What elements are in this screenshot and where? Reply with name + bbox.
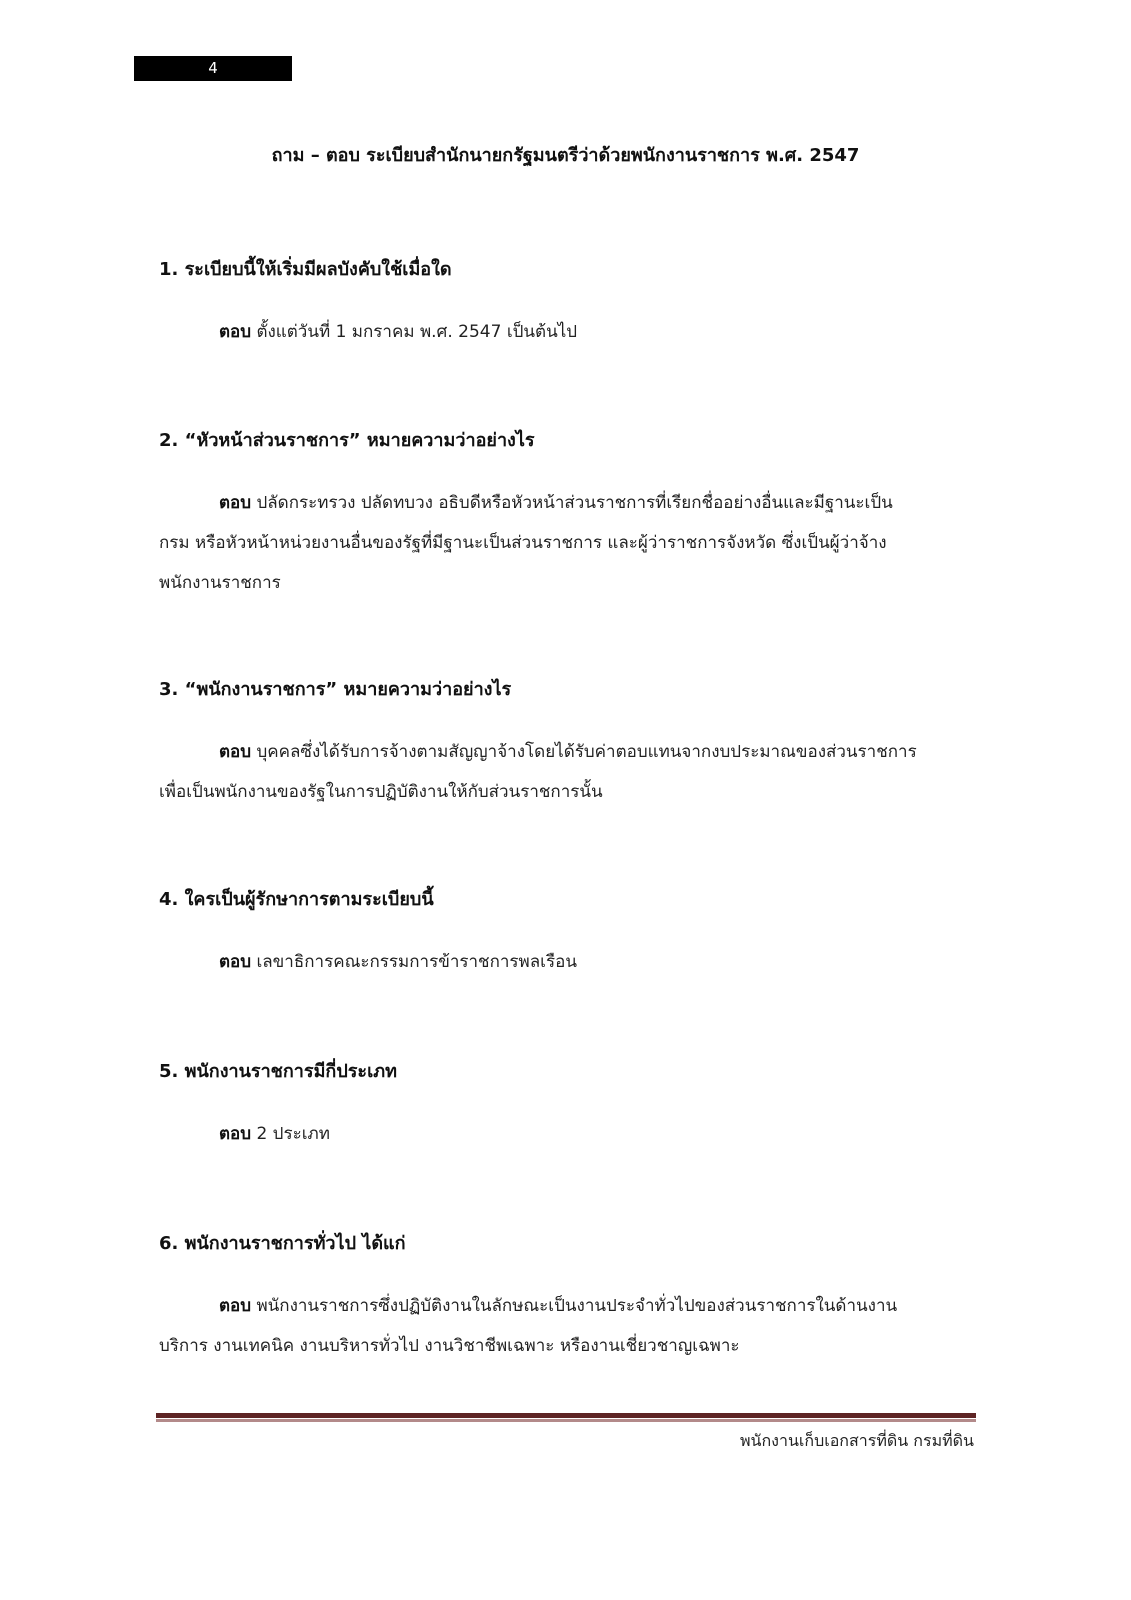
- answer-line: พนักงานราชการ: [159, 573, 281, 593]
- question: 5. พนักงานราชการมีกี่ประเภท: [159, 1061, 397, 1082]
- answer-label: ตอบ: [219, 952, 252, 972]
- question: 2. “หัวหน้าส่วนราชการ” หมายความว่าอย่างไร: [159, 430, 535, 451]
- answer-label: ตอบ: [219, 742, 252, 762]
- page-number: 4: [208, 59, 218, 77]
- qa-item-4: [159, 886, 979, 982]
- qa-item-1: [159, 256, 979, 352]
- answer-label: ตอบ: [219, 1296, 252, 1316]
- answer-line: ตอบ ปลัดกระทรวง ปลัดทบวง อธิบดีหรือหัวหน้าส่วนราชการที่เรียกชื่ออย่างอื่นและมีฐานะเป็น: [219, 493, 893, 513]
- qa-item-3: [159, 676, 979, 812]
- answer-line: ตอบ พนักงานราชการซึ่งปฏิบัติงานในลักษณะเป็นงานประจำทั่วไปของส่วนราชการในด้านงาน: [219, 1296, 898, 1316]
- answer-line: เพื่อเป็นพนักงานของรัฐในการปฏิบัติงานให้กับส่วนราชการนั้น: [159, 782, 603, 802]
- answer-label: ตอบ: [219, 1124, 252, 1144]
- footer-text: พนักงานเก็บเอกสารที่ดิน กรมที่ดิน: [740, 1431, 974, 1450]
- question: 1. ระเบียบนี้ให้เริ่มมีผลบังคับใช้เมื่อใด: [159, 259, 452, 280]
- answer-line: ตอบ ตั้งแต่วันที่ 1 มกราคม พ.ศ. 2547 เป็นต้นไป: [219, 322, 578, 342]
- question: 4. ใครเป็นผู้รักษาการตามระเบียบนี้: [159, 889, 434, 910]
- answer: [159, 732, 979, 812]
- answer: [159, 312, 979, 352]
- answer-label: ตอบ: [219, 322, 252, 342]
- answer-line: ตอบ บุคคลซึ่งได้รับการจ้างตามสัญญาจ้างโดยได้รับค่าตอบแทนจากงบประมาณของส่วนราชการ: [219, 742, 917, 762]
- answer-label: ตอบ: [219, 493, 252, 513]
- answer: [159, 483, 979, 603]
- question: 3. “พนักงานราชการ” หมายความว่าอย่างไร: [159, 679, 512, 700]
- qa-item-5: [159, 1058, 979, 1154]
- qa-item-2: [159, 427, 979, 603]
- footer-divider: [156, 1413, 976, 1419]
- answer: [159, 1286, 979, 1366]
- answer-line: ตอบ เลขาธิการคณะกรรมการข้าราชการพลเรือน: [219, 952, 577, 972]
- question: 6. พนักงานราชการทั่วไป ได้แก่: [159, 1233, 406, 1254]
- answer: [159, 1114, 979, 1154]
- document-title: ถาม – ตอบ ระเบียบสำนักนายกรัฐมนตรีว่าด้วยพนักงานราชการ พ.ศ. 2547: [271, 145, 860, 166]
- page-number-bar: [134, 56, 292, 81]
- answer-line: กรม หรือหัวหน้าหน่วยงานอื่นของรัฐที่มีฐานะเป็นส่วนราชการ และผู้ว่าราชการจังหวัด ซึ่งเป็นผู้ว่าจ้าง: [159, 533, 887, 553]
- answer-line: ตอบ 2 ประเภท: [219, 1124, 330, 1144]
- answer: [159, 942, 979, 982]
- answer-line: บริการ งานเทคนิค งานบริหารทั่วไป งานวิชาชีพเฉพาะ หรืองานเชี่ยวชาญเฉพาะ: [159, 1336, 740, 1356]
- qa-item-6: [159, 1230, 979, 1366]
